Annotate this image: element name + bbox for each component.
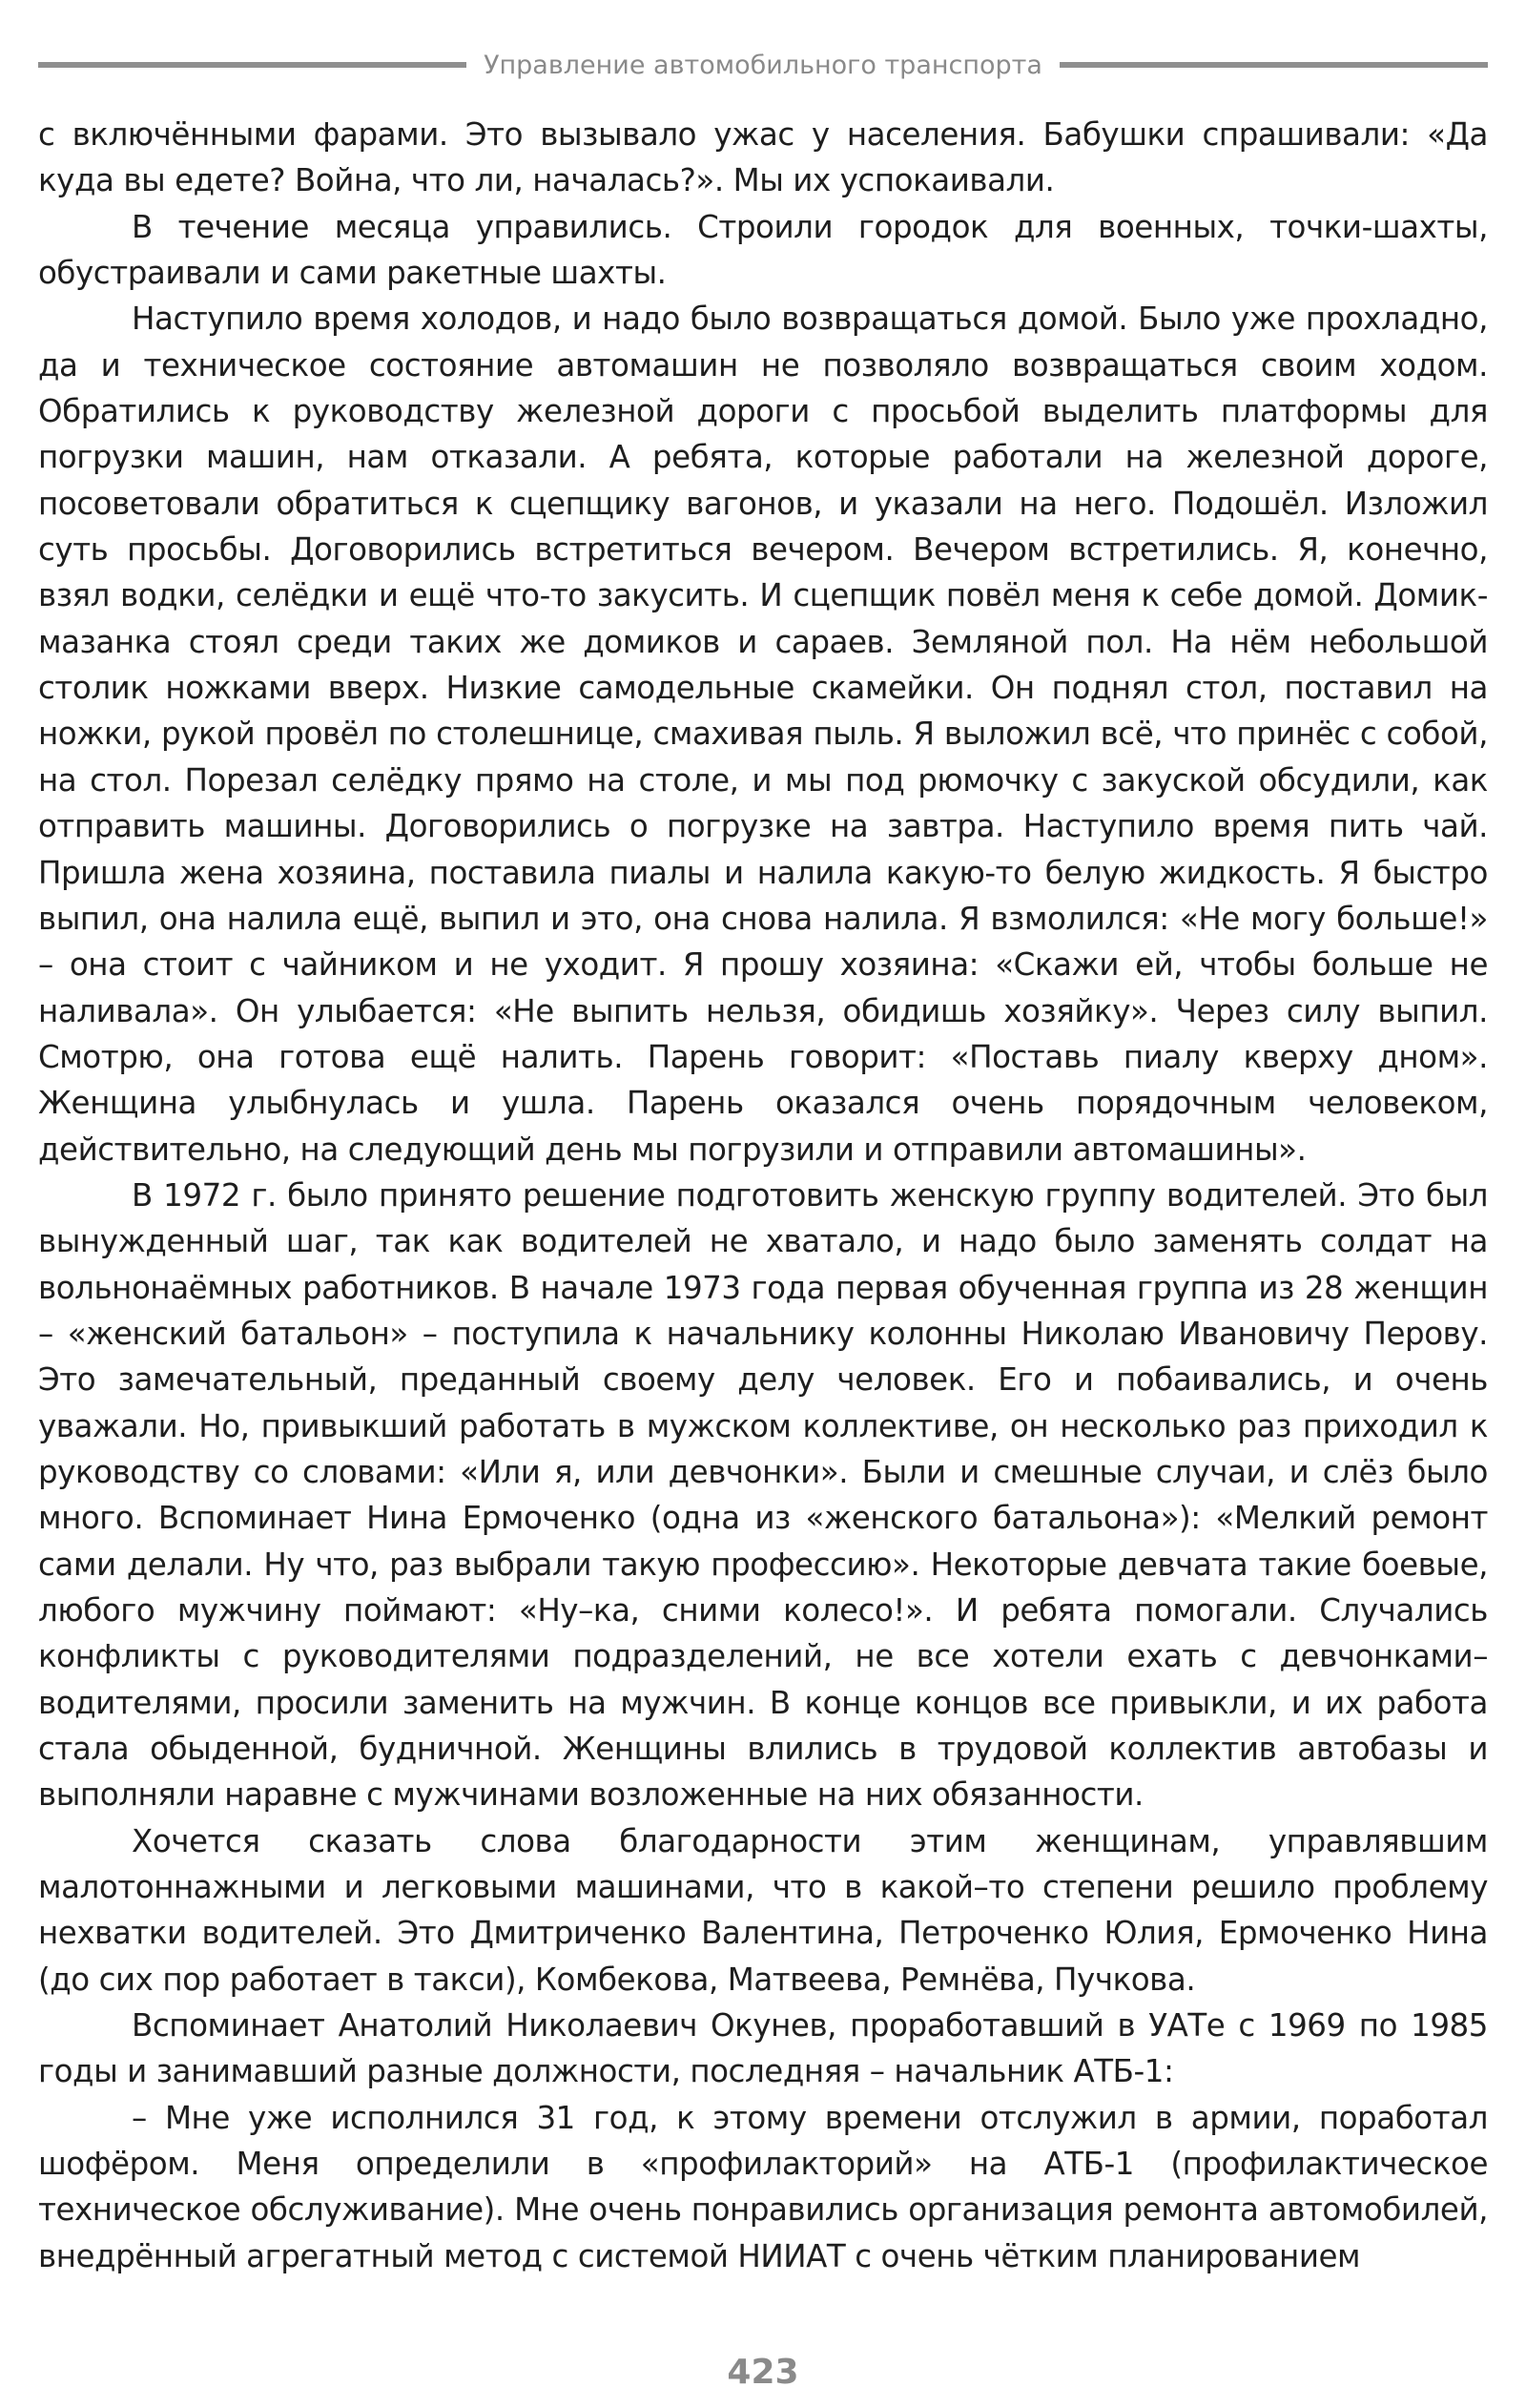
page-number: 423 <box>727 2353 799 2392</box>
paragraph-continuation: с включёнными фарами. Это вызывало ужас у населения. Бабушки спрашивали: «Да куда вы едете? Война, что ли, началась?». Мы их успокаивали. <box>38 116 1488 199</box>
paragraph: Хочется сказать слова благодарности этим женщинам, управлявшим малотоннажными и легковыми машинами, что в какой–то степени решило проблему нехватки водителей. Это Дмитриченко Валентина, Петроченко Юлия, Ермоченко Нина (до сих пор работает в такси), Комбекова, Матвеева, Ремнёва, Пучкова. <box>38 1822 1488 1998</box>
paragraph: Вспоминает Анатолий Николаевич Окунев, проработавший в УАТе с 1969 по 1985 годы и занимавший разные должности, последняя – начальник АТБ-1: <box>38 2007 1488 2090</box>
paragraph: – Мне уже исполнился 31 год, к этому времени отслужил в армии, поработал шофёром. Меня определили в «профилакторий» на АТБ-1 (профилактическое техническое обслуживание). Мне очень понравились организация ремонта автомобилей, внедрённый агрегатный метод с системой НИИАТ с очень чётким планированием <box>38 2099 1488 2274</box>
header-rule-right <box>1060 62 1488 68</box>
paragraph: В 1972 г. было принято решение подготовить женскую группу водителей. Это был вынужденный шаг, так как водителей не хватало, и надо было заменять солдат на вольнонаёмных работников. В начале 1973 года первая обученная группа из 28 женщин – «женский батальон» – поступила к начальнику колонны Николаю Ивановичу Перову. Это замечательный, преданный своему делу человек. Его и побаивались, и очень уважали. Но, привыкший работать в мужском коллективе, он несколько раз приходил к руководству со словами: «Или я, или девчонки». Были и смешные случаи, и слёз было много. Вспоминает Нина Ермоченко (одна из «женского батальона»): «Мелкий ремонт сами делали. Ну что, раз выбрали такую профессию». Некоторые девчата такие боевые, любого мужчину поймают: «Ну–ка, сними колесо!». И ребята помогали. Случались конфликты с руководителями подразделений, не все хотели ехать с девчонками–водителями, просили заменить на мужчин. В конце концов все привыкли, и их работа стала обыденной, будничной. Женщины влились в трудовой коллектив автобазы и выполняли наравне с мужчинами возложенные на них обязанности. <box>38 1176 1488 1814</box>
paragraph: Наступило время холодов, и надо было возвращаться домой. Было уже прохладно, да и техническое состояние автомашин не позволяло возвращаться своим ходом. Обратились к руководству железной дороги с просьбой выделить платформы для погрузки машин, нам отказали. А ребята, которые работали на железной дороге, посоветовали обратиться к сцепщику вагонов, и указали на него. Подошёл. Изложил суть просьбы. Договорились встретиться вечером. Вечером встретились. Я, конечно, взял водки, селёдки и ещё что-то закусить. И сцепщик повёл меня к себе домой. Домик-мазанка стоял среди таких же домиков и сараев. Земляной пол. На нём небольшой столик ножками вверх. Низкие самодельные скамейки. Он поднял стол, поставил на ножки, рукой провёл по столешнице, смахивая пыль. Я выложил всё, что принёс с собой, на стол. Порезал селёдку прямо на столе, и мы под рюмочку с закуской обсудили, как отправить машины. Договорились о погрузке на завтра. Наступило время пить чай. Пришла жена хозяина, поставила пиалы и налила какую-то белую жидкость. Я быстро выпил, она налила ещё, выпил и это, она снова налила. Я взмолился: «Не могу больше!» – она стоит с чайником и не уходит. Я прошу хозяина: «Скажи ей, чтобы больше не наливала». Он улыбается: «Не выпить нельзя, обидишь хозяйку». Через силу выпил. Смотрю, она готова ещё налить. Парень говорит: «Поставь пиалу кверху дном». Женщина улыбнулась и ушла. Парень оказался очень порядочным человеком, действительно, на следующий день мы погрузили и отправили автомашины». <box>38 301 1488 1168</box>
header-rule-left <box>38 62 466 68</box>
body-text <box>38 112 1488 2279</box>
paragraph: В течение месяца управились. Строили городок для военных, точки-шахты, обустраивали и сами ракетные шахты. <box>38 208 1488 292</box>
header-title: Управление автомобильного транспорта <box>484 50 1042 80</box>
running-header <box>38 46 1488 84</box>
